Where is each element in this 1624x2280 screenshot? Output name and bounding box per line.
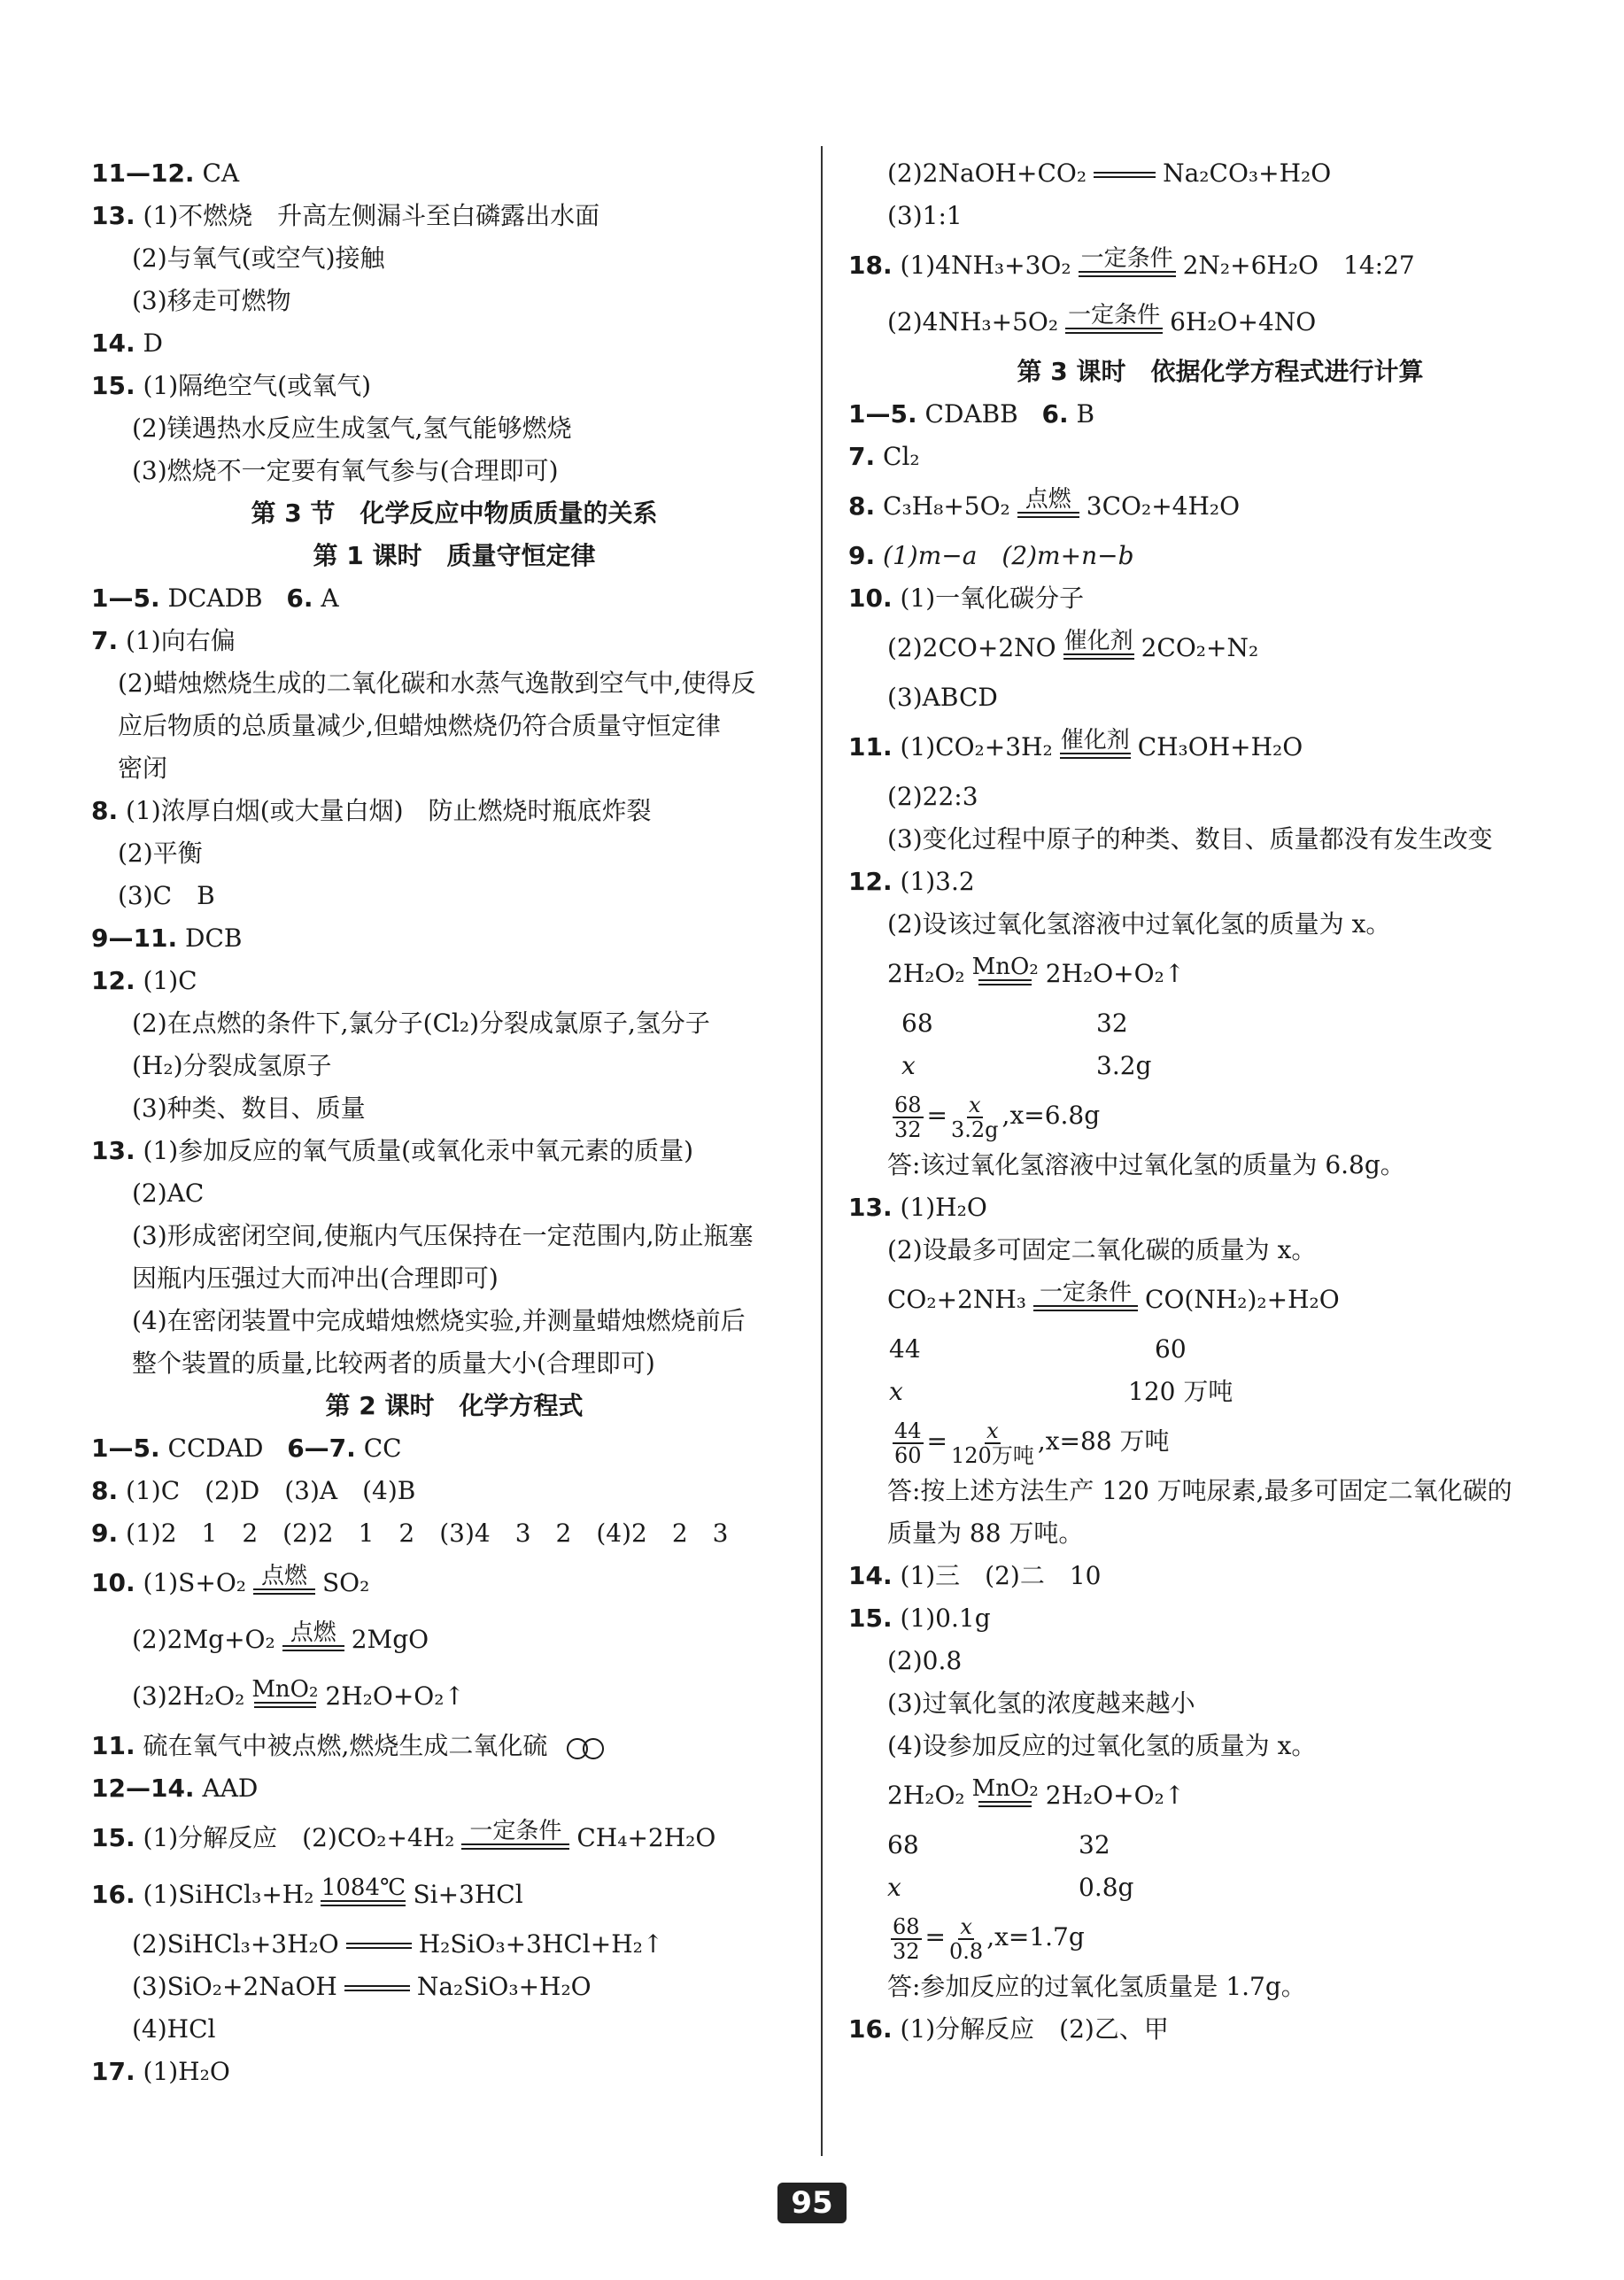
calc-proportion: $\frac{68}{32}$ = $\frac{x}{0.8}$ ,x=1.7g bbox=[893, 1913, 1085, 1964]
lesson-title: 第 3 课时 依据化学方程式进行计算 bbox=[1017, 357, 1424, 386]
answer-15-part: (2)镁遇热水反应生成氢气,氢气能够燃烧 bbox=[132, 413, 572, 443]
answer-12: 12. (1)C bbox=[91, 966, 197, 995]
answer-15c-part: (2)0.8 bbox=[887, 1646, 963, 1675]
right-column bbox=[848, 152, 1592, 2051]
answer-11-12: 11—12. CA bbox=[91, 158, 240, 188]
answer-14: 14. D bbox=[91, 328, 163, 358]
reaction-arrow bbox=[344, 1985, 410, 1991]
answer-13b-part: (3)形成密闭空间,使瓶内气压保持在一定范围内,防止瓶塞 bbox=[132, 1221, 754, 1250]
answer-16-part: (4)HCl bbox=[132, 2014, 216, 2044]
answer-7-part: (2)蜡烛燃烧生成的二氧化碳和水蒸气逸散到空气中,使得反 bbox=[118, 669, 756, 698]
answer-12-part: (H₂)分裂成氢原子 bbox=[132, 1051, 332, 1080]
answer-8b: 8. (1)C (2)D (3)A (4)B bbox=[91, 1476, 416, 1505]
answer-13: 13. (1)不燃烧 升高左侧漏斗至白磷露出水面 bbox=[91, 201, 600, 230]
calc-equation: 2H₂O₂ MnO₂ 2H₂O+O₂↑ bbox=[887, 1775, 1186, 1810]
answer-1-6: 1—5. DCADB 6. A bbox=[91, 584, 339, 613]
reaction-arrow: 点燃 bbox=[282, 1620, 344, 1651]
answer-18-part: (2)4NH₃+5O₂ 一定条件 6H₂O+4NO bbox=[887, 302, 1317, 336]
answer-15b: 15. (1)分解反应 (2)CO₂+4H₂ 一定条件 CH₄+2H₂O bbox=[91, 1818, 716, 1852]
answer-13b-part: 因瓶内压强过大而冲出(合理即可) bbox=[132, 1264, 499, 1293]
calc-answer: 质量为 88 万吨。 bbox=[887, 1519, 1084, 1548]
answer-12c-part: (2)设该过氧化氢溶液中过氧化氢的质量为 x。 bbox=[887, 909, 1391, 939]
answer-18: 18. (1)4NH₃+3O₂ 一定条件 2N₂+6H₂O 14:27 bbox=[848, 245, 1415, 280]
reaction-arrow: 1084℃ bbox=[321, 1875, 406, 1906]
reaction-arrow: 催化剂 bbox=[1060, 728, 1131, 759]
calc-proportion: $\frac{44}{60}$ = $\frac{x}{\text{120万吨}}$ ,x=88 万吨 bbox=[894, 1418, 1170, 1468]
answer-13b-part: (2)AC bbox=[132, 1179, 205, 1208]
answer-16: 16. (1)SiHCl₃+H₂ 1084℃ Si+3HCl bbox=[91, 1874, 523, 1909]
calc-values: x 0.8g bbox=[887, 1873, 1134, 1902]
answer-12-part: (3)种类、数目、质量 bbox=[132, 1094, 366, 1123]
answer-15c-part: (3)过氧化氢的浓度越来越小 bbox=[887, 1689, 1195, 1718]
calc-proportion: $\frac{68}{32}$ = $\frac{x}{3.2g}$ ,x=6.8g bbox=[894, 1092, 1101, 1142]
answer-13c-part: (2)设最多可固定二氧化碳的质量为 x。 bbox=[887, 1235, 1317, 1264]
answer-17: 17. (1)H₂O bbox=[91, 2057, 230, 2086]
answer-14c: 14. (1)三 (2)二 10 bbox=[848, 1561, 1102, 1590]
answer-16c: 16. (1)分解反应 (2)乙、甲 bbox=[848, 2014, 1169, 2044]
answer-10-part: (2)2Mg+O₂ 点燃 2MgO bbox=[132, 1619, 429, 1654]
reaction-arrow: MnO₂ bbox=[251, 1677, 318, 1708]
reaction-arrow: 一定条件 bbox=[1065, 303, 1163, 334]
answer-13c: 13. (1)H₂O bbox=[848, 1193, 987, 1222]
reaction-arrow bbox=[1094, 172, 1156, 178]
answer-10c: 10. (1)一氧化碳分子 bbox=[848, 584, 1085, 613]
calc-answer: 答:该过氧化氢溶液中过氧化氢的质量为 6.8g。 bbox=[887, 1150, 1405, 1179]
calc-answer: 答:按上述方法生产 120 万吨尿素,最多可固定二氧化碳的 bbox=[887, 1476, 1512, 1505]
answer-7-part: 应后物质的总质量减少,但蜡烛燃烧仍符合质量守恒定律 bbox=[118, 711, 721, 740]
calc-values: x 120 万吨 bbox=[889, 1377, 1233, 1406]
answer-16-part: (2)SiHCl₃+3H₂O H₂SiO₃+3HCl+H₂↑ bbox=[132, 1929, 664, 1959]
page-number: 95 bbox=[777, 2183, 847, 2223]
answer-8c: 8. C₃H₈+5O₂ 点燃 3CO₂+4H₂O bbox=[848, 486, 1241, 521]
reaction-arrow: 一定条件 bbox=[1079, 246, 1176, 277]
column-divider bbox=[821, 146, 823, 2156]
answer-15-part: (3)燃烧不一定要有氧气参与(合理即可) bbox=[132, 456, 559, 485]
calc-masses: 44 60 bbox=[889, 1334, 1187, 1364]
answer-13b-part: 整个装置的质量,比较两者的质量大小(合理即可) bbox=[132, 1349, 655, 1378]
section-title: 第 3 节 化学反应中物质质量的关系 bbox=[251, 499, 658, 528]
answer-8-part: (3)C B bbox=[118, 881, 215, 910]
answer-17-part: (2)2NaOH+CO₂ Na₂CO₃+H₂O bbox=[887, 158, 1332, 188]
reaction-arrow: MnO₂ bbox=[972, 1776, 1039, 1807]
answer-13-part: (3)移走可燃物 bbox=[132, 286, 291, 315]
answer-8-part: (2)平衡 bbox=[118, 839, 203, 868]
answer-15c-part: (4)设参加反应的过氧化氢的质量为 x。 bbox=[887, 1731, 1317, 1760]
reaction-arrow: 点燃 bbox=[1017, 487, 1079, 518]
answer-10: 10. (1)S+O₂ 点燃 SO₂ bbox=[91, 1563, 370, 1597]
answer-11c-part: (2)22:3 bbox=[887, 782, 978, 811]
answer-11: 11. 硫在氧气中被点燃,燃烧生成二氧化硫 bbox=[91, 1725, 817, 1767]
calc-masses: 68 32 bbox=[887, 1830, 1110, 1859]
calc-values: x 3.2g bbox=[901, 1051, 1152, 1080]
answer-12-part: (2)在点燃的条件下,氯分子(Cl₂)分裂成氯原子,氢分子 bbox=[132, 1009, 710, 1038]
answer-12c: 12. (1)3.2 bbox=[848, 867, 975, 896]
answer-12-14: 12—14. AAD bbox=[91, 1774, 259, 1803]
answer-1-6c: 1—5. CDABB 6. B bbox=[848, 399, 1095, 429]
left-column bbox=[91, 152, 817, 2093]
reaction-arrow: 一定条件 bbox=[461, 1819, 569, 1850]
answer-1-7: 1—5. CCDAD 6—7. CC bbox=[91, 1434, 402, 1463]
answer-7-part: 密闭 bbox=[118, 754, 168, 783]
answer-13b-part: (4)在密闭装置中完成蜡烛燃烧实验,并测量蜡烛燃烧前后 bbox=[132, 1306, 746, 1335]
answer-11c: 11. (1)CO₂+3H₂ 催化剂 CH₃OH+H₂O bbox=[848, 727, 1303, 761]
calc-equation: CO₂+2NH₃ 一定条件 CO(NH₂)₂+H₂O bbox=[887, 1279, 1340, 1314]
lesson-title: 第 2 课时 化学方程式 bbox=[325, 1391, 584, 1420]
answer-17-part: (3)1:1 bbox=[887, 201, 963, 230]
answer-8: 8. (1)浓厚白烟(或大量白烟) 防止燃烧时瓶底炸裂 bbox=[91, 796, 652, 825]
reaction-arrow: MnO₂ bbox=[972, 955, 1039, 985]
calc-masses: 68 32 bbox=[901, 1009, 1128, 1038]
answer-13-part: (2)与氧气(或空气)接触 bbox=[132, 243, 385, 273]
answer-15: 15. (1)隔绝空气(或氧气) bbox=[91, 371, 372, 400]
lesson-title: 第 1 课时 质量守恒定律 bbox=[313, 541, 596, 570]
calc-answer: 答:参加反应的过氧化氢质量是 1.7g。 bbox=[887, 1972, 1306, 2001]
reaction-arrow: 一定条件 bbox=[1033, 1280, 1138, 1311]
answer-11c-part: (3)变化过程中原子的种类、数目、质量都没有发生改变 bbox=[887, 824, 1493, 854]
reaction-arrow: 点燃 bbox=[253, 1564, 315, 1595]
calc-equation: 2H₂O₂ MnO₂ 2H₂O+O₂↑ bbox=[887, 954, 1186, 988]
reaction-arrow bbox=[346, 1943, 412, 1949]
answer-7c: 7. Cl₂ bbox=[848, 442, 920, 471]
answer-9c: 9. (1)m−a (2)m+n−b bbox=[848, 541, 1134, 570]
answer-9b: 9. (1)2 1 2 (2)2 1 2 (3)4 3 2 (4)2 2 3 bbox=[91, 1519, 729, 1548]
double-ring-icon bbox=[567, 1736, 606, 1759]
reaction-arrow: 催化剂 bbox=[1063, 629, 1134, 660]
answer-10c-part: (3)ABCD bbox=[887, 683, 998, 712]
answer-7: 7. (1)向右偏 bbox=[91, 626, 236, 655]
answer-13b: 13. (1)参加反应的氧气质量(或氧化汞中氧元素的质量) bbox=[91, 1136, 694, 1165]
answer-10-part: (3)2H₂O₂ MnO₂ 2H₂O+O₂↑ bbox=[132, 1676, 465, 1711]
answer-9-11: 9—11. DCB bbox=[91, 924, 243, 953]
answer-16-part: (3)SiO₂+2NaOH Na₂SiO₃+H₂O bbox=[132, 1972, 592, 2001]
answer-15c: 15. (1)0.1g bbox=[848, 1604, 991, 1633]
answer-10c-part: (2)2CO+2NO 催化剂 2CO₂+N₂ bbox=[887, 628, 1259, 662]
